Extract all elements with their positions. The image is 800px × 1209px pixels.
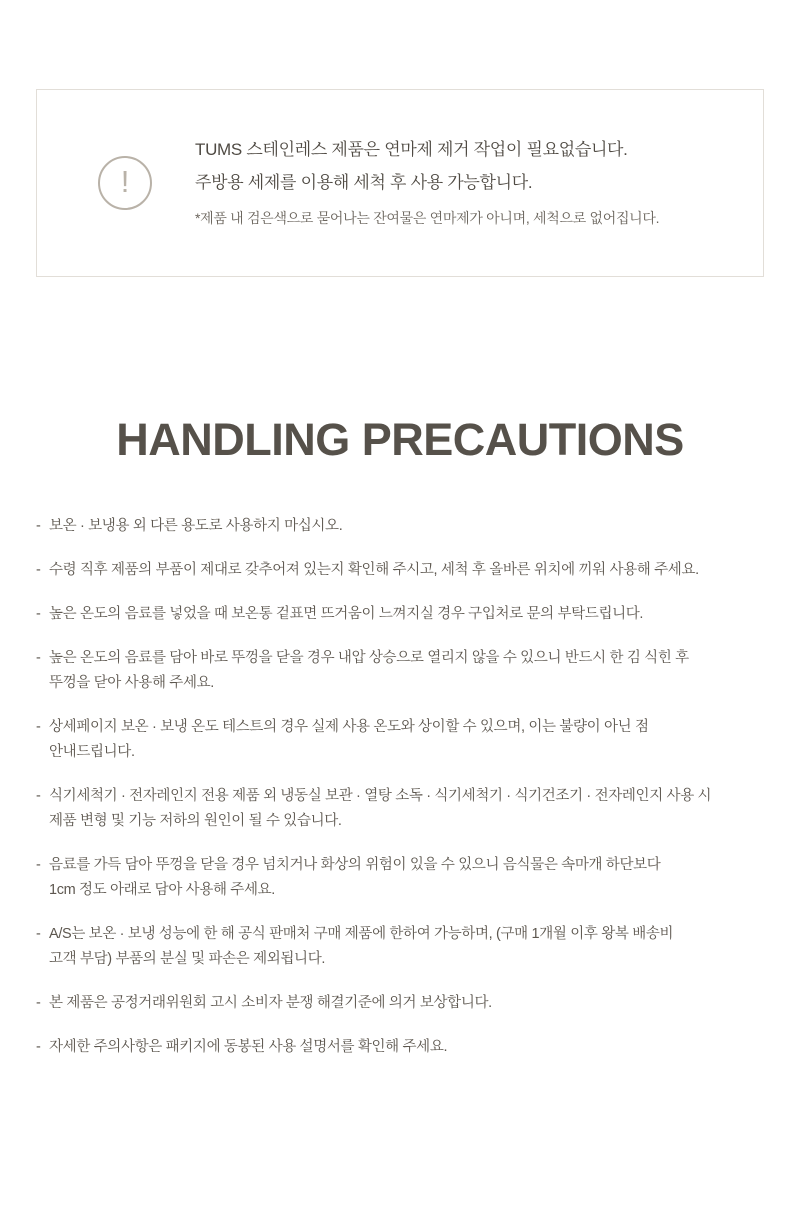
list-item-text [49, 514, 766, 539]
exclamation-circle-icon [98, 156, 152, 210]
list-item-line-1: 보온 · 보냉용 외 다른 용도로 사용하지 마십시오. [49, 518, 343, 534]
list-bullet: - [36, 562, 41, 578]
list-item-text [49, 922, 766, 972]
list-item-text [49, 602, 766, 627]
list-item-line-2: 1cm 정도 아래로 담아 사용해 주세요. [49, 882, 275, 898]
list-item-text [49, 853, 766, 903]
page-title: HANDLING PRECAUTIONS [116, 414, 684, 465]
list-item [36, 784, 766, 834]
list-item-line-2: 고객 부담) 부품의 분실 및 파손은 제외됩니다. [49, 951, 326, 967]
list-bullet: - [36, 1039, 41, 1055]
list-bullet: - [36, 719, 41, 735]
list-item-text [49, 1035, 766, 1060]
list-bullet: - [36, 518, 41, 534]
list-item-line-1: A/S는 보온 · 보냉 성능에 한 해 공식 판매처 구매 제품에 한하여 가능하며, (구매 1개월 이후 왕복 배송비 [49, 926, 674, 942]
precautions-list [36, 514, 766, 1079]
list-bullet: - [36, 857, 41, 873]
list-item-line-2: 뚜껑을 닫아 사용해 주세요. [49, 675, 214, 691]
list-item [36, 602, 766, 627]
notice-line-1: TUMS 스테인레스 제품은 연마제 제거 작업이 필요없습니다. [195, 140, 628, 159]
list-item-line-2: 안내드립니다. [49, 744, 135, 760]
notice-box [36, 89, 764, 277]
list-item-text [49, 646, 766, 696]
list-item [36, 646, 766, 696]
exclamation-glyph: ! [120, 164, 130, 199]
list-item-line-2: 제품 변형 및 기능 저하의 원인이 될 수 있습니다. [49, 813, 342, 829]
list-item [36, 715, 766, 765]
list-bullet: - [36, 606, 41, 622]
list-bullet: - [36, 926, 41, 942]
list-item-line-1: 식기세척기 · 전자레인지 전용 제품 외 냉동실 보관 · 열탕 소독 · 식기세척기 · 식기건조기 · 전자레인지 사용 시 [49, 788, 712, 804]
notice-text-group [195, 133, 659, 233]
list-bullet: - [36, 650, 41, 666]
list-item [36, 853, 766, 903]
notice-line-2: 주방용 세제를 이용해 세척 후 사용 가능합니다. [195, 173, 533, 192]
list-item-line-1: 본 제품은 공정거래위원회 고시 소비자 분쟁 해결기준에 의거 보상합니다. [49, 995, 492, 1011]
list-item-line-1: 자세한 주의사항은 패키지에 동봉된 사용 설명서를 확인해 주세요. [49, 1039, 448, 1055]
list-item [36, 514, 766, 539]
list-item-line-1: 음료를 가득 담아 뚜껑을 닫을 경우 넘치거나 화상의 위험이 있을 수 있으니 음식물은 속마개 하단보다 [49, 857, 661, 873]
list-item [36, 991, 766, 1016]
list-item-line-1: 높은 온도의 음료를 담아 바로 뚜껑을 닫을 경우 내압 상승으로 열리지 않을 수 있으니 반드시 한 김 식힌 후 [49, 650, 689, 666]
list-item [36, 1035, 766, 1060]
list-bullet: - [36, 788, 41, 804]
list-item [36, 922, 766, 972]
list-item [36, 558, 766, 583]
list-item-text [49, 991, 766, 1016]
list-item-text [49, 784, 766, 834]
list-item-line-1: 높은 온도의 음료를 넣었을 때 보온통 겉표면 뜨거움이 느껴지실 경우 구입처로 문의 부탁드립니다. [49, 606, 644, 622]
notice-line-3: *제품 내 검은색으로 묻어나는 잔여물은 연마제가 아니며, 세척으로 없어집니다. [195, 210, 660, 226]
list-item-line-1: 상세페이지 보온 · 보냉 온도 테스트의 경우 실제 사용 온도와 상이할 수 있으며, 이는 불량이 아닌 점 [49, 719, 649, 735]
list-item-text [49, 715, 766, 765]
list-item-line-1: 수령 직후 제품의 부품이 제대로 갖추어져 있는지 확인해 주시고, 세척 후 올바른 위치에 끼워 사용해 주세요. [49, 562, 699, 578]
list-bullet: - [36, 995, 41, 1011]
list-item-text [49, 558, 766, 583]
